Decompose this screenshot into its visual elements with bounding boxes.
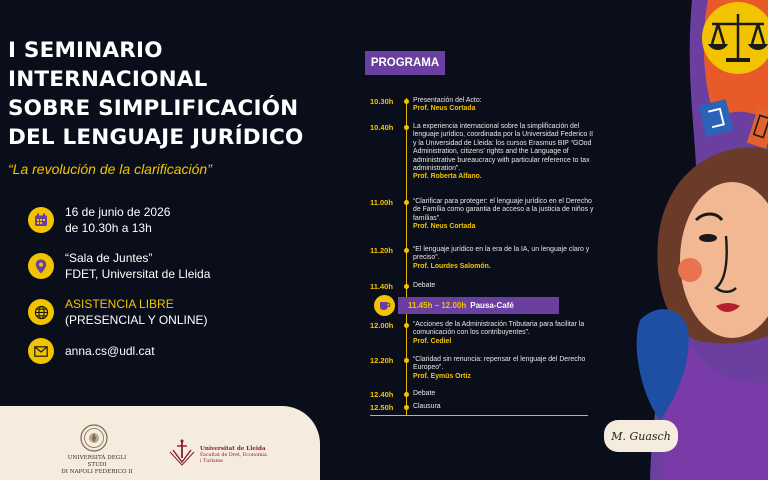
illustration-woman-justice xyxy=(600,0,768,480)
program-speaker: Prof. Eymüs Ortiz xyxy=(413,372,471,380)
program-time: 12.40h xyxy=(370,390,394,399)
program-time: 10.30h xyxy=(370,97,394,106)
venue-address: FDET, Universitat de Lleida xyxy=(65,267,211,281)
napoli-university-name: UNIVERSITÀ DEGLI STUDI xyxy=(67,455,127,468)
program-speaker: Prof. Roberta Alfano. xyxy=(413,173,482,181)
location-row xyxy=(28,250,210,282)
timeline-dot xyxy=(404,323,409,328)
coffee-cup-icon xyxy=(374,295,395,316)
program-speaker: Prof. Cediel xyxy=(413,337,452,345)
title-line-3: SOBRE SIMPLIFICACIÓN xyxy=(8,96,299,121)
lleida-university-name: Universitat de Lleida xyxy=(200,446,266,452)
pause-label: Pausa-Café xyxy=(470,301,514,310)
program-time: 11.20h xyxy=(370,246,393,255)
program-time: 12.50h xyxy=(370,403,394,412)
program-text: “El lenguaje jurídico en la era de la IA, un lenguaje claro y preciso”. xyxy=(413,246,590,262)
attendance-label: ASISTENCIA LIBRE xyxy=(65,297,174,311)
attendance-mode: (PRESENCIAL Y ONLINE) xyxy=(65,313,208,327)
globe-icon xyxy=(28,299,54,325)
timeline-dot xyxy=(404,284,409,289)
date-row xyxy=(28,204,170,236)
title-line-1: I SEMINARIO xyxy=(8,38,163,63)
seminar-title xyxy=(8,36,338,152)
timeline-dot xyxy=(404,125,409,130)
program-time: 12.00h xyxy=(370,321,394,330)
program-time: 11.00h xyxy=(370,198,393,207)
program-speaker: Prof. Lourdes Salomón. xyxy=(413,262,491,270)
program-label: PROGRAMA xyxy=(365,51,445,75)
program-text: “Acciones de la Administración Tributaria para facilitar la comunicación con los contribuyentes”. xyxy=(413,321,585,337)
napoli-university-city: DI NAPOLI FEDERICO II xyxy=(61,469,133,475)
coffee-break-bar xyxy=(398,297,559,314)
seminar-subtitle: “La revolución de la clarificación” xyxy=(8,161,212,177)
lleida-faculty-name-cont: i Turisme xyxy=(200,459,224,464)
logo-panel xyxy=(0,406,320,480)
timeline-dot xyxy=(404,248,409,253)
email-row xyxy=(28,338,155,364)
program-text: La experiencia internacional sobre la simplificación del lenguaje jurídico, coordinada por la Universidad Federico II y la Universidad de Lleida: los cursos Erasmus BIP “GOod Administration, citizens' rights and the Language of administrative bureaucracy with particular reference to tax administration”. xyxy=(413,123,594,173)
timeline-dot xyxy=(404,392,409,397)
timeline-dot xyxy=(404,99,409,104)
program-text: Debate xyxy=(413,390,436,397)
venue-name: “Sala de Juntes” xyxy=(65,251,153,265)
timeline-dot xyxy=(404,358,409,363)
lleida-logo-icon xyxy=(167,438,197,466)
lleida-faculty-name: Facultat de Dret, Economia xyxy=(200,453,267,458)
title-line-4: DEL LENGUAJE JURÍDICO xyxy=(8,125,304,150)
program-speaker: Prof. Neus Cortada xyxy=(413,105,476,113)
attendance-row xyxy=(28,296,208,328)
napoli-seal-icon xyxy=(80,424,108,452)
time-text: de 10.30h a 13h xyxy=(65,221,152,235)
program-time: 10.40h xyxy=(370,123,394,132)
timeline-dot xyxy=(404,200,409,205)
pause-time: 11.45h – 12.00h xyxy=(408,301,467,310)
program-speaker: Prof. Neus Cortada xyxy=(413,223,476,231)
program-text: Debate xyxy=(413,282,436,289)
artist-signature: M. Guasch xyxy=(604,420,678,452)
program-underline xyxy=(370,415,588,416)
program-time: 11.40h xyxy=(370,282,393,291)
program-text: Presentación del Acto: xyxy=(413,97,482,104)
timeline-dot xyxy=(404,405,409,410)
contact-email[interactable]: anna.cs@udl.cat xyxy=(65,344,155,358)
timeline-line xyxy=(406,98,407,416)
program-text: Clausura xyxy=(413,403,441,410)
program-time: 12.20h xyxy=(370,356,394,365)
program-text: “Clarificar para proteger: el lenguaje jurídico en el Derecho de Família como garantia de acceso a la justicia de niños y famílias”. xyxy=(413,198,594,222)
program-text: “Claridad sin renuncia: repensar el lenguaje del Derecho Europeo”. xyxy=(413,356,586,372)
envelope-icon xyxy=(28,338,54,364)
location-pin-icon xyxy=(28,253,54,279)
calendar-icon xyxy=(28,207,54,233)
title-line-2: INTERNACIONAL xyxy=(8,67,208,92)
date-text: 16 de junio de 2026 xyxy=(65,205,171,219)
